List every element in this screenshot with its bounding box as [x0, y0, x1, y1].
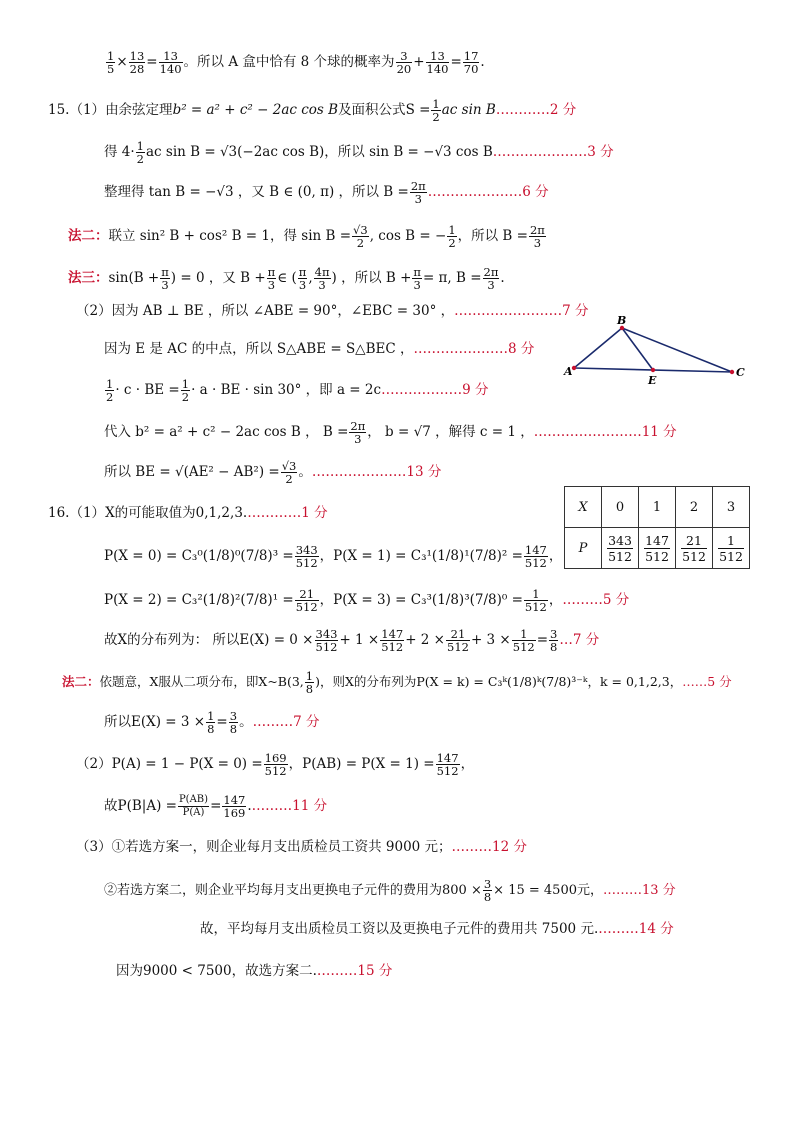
fraction: $\frac{P(AB)}{P(A)}$ [178, 794, 209, 818]
label-C: C [736, 366, 745, 379]
table-cell: $\frac{147}{512}$ [639, 528, 676, 569]
q16-part3-line4: 因为9000 < 7500，故选方案二.………15 分 [116, 963, 393, 979]
fraction: $\frac{3}{8}$ [550, 627, 558, 654]
fraction: $\frac{2\pi}{3}$ [410, 179, 426, 206]
score-mark: ………13 分 [602, 883, 676, 898]
table-row [565, 487, 750, 528]
fraction: $\frac{21}{512}$ [295, 587, 318, 614]
fraction: $\frac{13}{28}$ [129, 49, 145, 76]
fraction: $\frac{1}{8}$ [207, 709, 215, 736]
score-mark: ………7 分 [252, 714, 320, 730]
score-mark: ………12 分 [451, 839, 528, 855]
point-E [651, 368, 655, 372]
score-mark: …………1 分 [247, 505, 328, 521]
fraction: $\frac{147}{512}$ [381, 627, 404, 654]
q16-part3-line2: ②若选方案二，则企业平均每月支出更换电子元件的费用为800 × $\frac{3}{8}$ × 15 = 4500元，………13 分 [104, 877, 676, 904]
fraction: $\frac{169}{512}$ [264, 751, 287, 778]
fraction: $\frac{1}{2}$ [181, 377, 190, 404]
fraction: $\frac{1}{2}$ [106, 377, 114, 404]
fraction: $\frac{21}{512}$ [447, 627, 469, 654]
q16-method2-line1: 法二：依题意，X服从二项分布，即X~B(3, $\frac{1}{8}$ )，则X的分布列为P(X = k) = C₃ᵏ(1/8)ᵏ(7/8)³⁻ᵏ，k = 0,1,2,3，……5 分 [62, 669, 732, 696]
table-header-cell: 2 [676, 487, 713, 528]
fraction: $\frac{2\pi}{3}$ [350, 419, 366, 446]
score-mark: ………5 分 [562, 592, 630, 608]
q15-method3: 法三：sin(B + $\frac{\pi}{3}$ ) = 0 ，又 B + $\frac{\pi}{3}$ ∈ ( $\frac{\pi}{3}$ , $\frac{4\pi}{3}$ ) ，所以 B + $\frac{\pi}{3}$ = π, B = $\frac{2\pi}{3}$ . [68, 265, 505, 292]
fraction: $\frac{√3}{2}$ [281, 459, 297, 486]
fraction: $\frac{343}{512}$ [295, 543, 318, 570]
q16-line4: 故X的分布列为： 所以E(X) = 0 × $\frac{343}{512}$ + 1 × $\frac{147}{512}$ + 2 × $\frac{21}{512}$ + 3 × $\frac{1}{512}$ = $\frac{3}{8}$ …7 分 [104, 627, 600, 654]
fraction: $\frac{2\pi}{3}$ [483, 265, 499, 292]
score-mark: ……5 分 [682, 674, 732, 689]
score-mark: ……………………11 分 [533, 424, 677, 440]
fraction: $\frac{2\pi}{3}$ [529, 223, 545, 250]
q15-part2-line1: （2）因为 AB ⊥ BE ，所以 ∠ABE = 90°，∠EBC = 30° ，……………………7 分 [76, 303, 589, 319]
q16-part3-line3: 故，平均每月支出质检员工资以及更换电子元件的费用共 7500 元.………14 分 [200, 921, 674, 937]
q15-line2: 得 4· $\frac{1}{2}$ ac sin B = √3(−2ac cos B)，所以 sin B = −√3 cos B…………………3 分 [104, 139, 614, 166]
label-B: B [617, 314, 627, 327]
q15-line3: 整理得 tan B = −√3 ，又 B ∈ (0, π) ，所以 B = $\frac{2\pi}{3}$ …………………6 分 [104, 179, 549, 206]
score-mark: …………………3 分 [492, 144, 614, 160]
q15-part2-line5: 所以 BE = √(AE² − AB²) = $\frac{√3}{2}$ 。…………………13 分 [104, 459, 442, 486]
fraction: $\frac{1}{2}$ [448, 223, 456, 250]
q16-line1: 16.（1）X的可能取值为0,1,2,3.…………1 分 [48, 505, 328, 521]
table-header-cell: 1 [639, 487, 676, 528]
q15-line1: 15.（1）由余弦定理b² = a² + c² − 2ac cos B及面积公式S = $\frac{1}{2}$ ac sin B…………2 分 [48, 97, 577, 124]
table-cell: $\frac{21}{512}$ [676, 528, 713, 569]
score-mark: …………………13 分 [311, 464, 442, 480]
q16-line2: P(X = 0) = C₃⁰(1/8)⁰(7/8)³ = $\frac{343}{512}$ ，P(X = 1) = C₃¹(1/8)¹(7/8)² = $\frac{147}{512}$ ， [104, 543, 563, 570]
fraction: $\frac{1}{512}$ [512, 627, 535, 654]
triangle-figure [560, 312, 760, 392]
edge-AB [574, 328, 622, 368]
fraction: $\frac{1}{5}$ [107, 49, 115, 76]
table-row-label: P [565, 528, 602, 569]
q15-method2: 法二：联立 sin² B + cos² B = 1，得 sin B = $\frac{√3}{2}$ , cos B = − $\frac{1}{2}$ ，所以 B = $\frac{2\pi}{3}$ [68, 223, 545, 250]
q16-method2-line2: 所以E(X) = 3 × $\frac{1}{8}$ = $\frac{3}{8}$ 。………7 分 [104, 709, 320, 736]
point-C [730, 370, 734, 374]
score-mark: ………14 分 [598, 921, 674, 937]
score-mark: ………15 分 [316, 963, 393, 979]
table-header-cell: X [565, 487, 602, 528]
score-mark: …………2 分 [495, 102, 577, 118]
fraction: $\frac{3}{8}$ [483, 877, 492, 904]
score-mark: ………11 分 [251, 798, 328, 814]
fraction: $\frac{1}{8}$ [305, 669, 314, 696]
fraction: $\frac{147}{169}$ [223, 793, 246, 820]
fraction: $\frac{\pi}{3}$ [161, 265, 169, 292]
fraction: $\frac{1}{512}$ [524, 587, 547, 614]
q16-part2-line1: （2）P(A) = 1 − P(X = 0) = $\frac{169}{512}$ ，P(AB) = P(X = 1) = $\frac{147}{512}$ ， [76, 751, 475, 778]
fraction: $\frac{13}{140}$ [426, 49, 449, 76]
score-mark: …………………8 分 [413, 341, 535, 357]
fraction: $\frac{17}{70}$ [463, 49, 479, 76]
q16-line3: P(X = 2) = C₃²(1/8)²(7/8)¹ = $\frac{21}{512}$ ，P(X = 3) = C₃³(1/8)³(7/8)⁰ = $\frac{1}{512}$ ，………5 分 [104, 587, 630, 614]
fraction: $\frac{343}{512}$ [315, 627, 338, 654]
label-A: A [564, 365, 573, 378]
fraction: $\frac{147}{512}$ [436, 751, 459, 778]
fraction: $\frac{147}{512}$ [524, 543, 547, 570]
score-mark: ……………………7 分 [454, 303, 589, 319]
fraction: $\frac{\pi}{3}$ [267, 265, 276, 292]
fraction: $\frac{\pi}{3}$ [413, 265, 421, 292]
fraction: $\frac{\pi}{3}$ [298, 265, 307, 292]
fraction: $\frac{4\pi}{3}$ [314, 265, 330, 292]
table-header-cell: 3 [713, 487, 750, 528]
fraction: $\frac{1}{2}$ [136, 139, 144, 166]
label-E: E [648, 374, 657, 387]
q15-part2-line2: 因为 E 是 AC 的中点，所以 S△ABE = S△BEC ，…………………8 分 [104, 341, 535, 357]
score-mark: …7 分 [559, 632, 600, 648]
q16-part2-line2: 故P(B|A) = $\frac{P(AB)}{P(A)}$ = $\frac{147}{169}$ .………11 分 [104, 793, 328, 820]
top-line: $\frac{1}{5}$ × $\frac{13}{28}$ = $\frac{13}{140}$ 。所以 A 盒中恰有 8 个球的概率为 $\frac{3}{20}$ + $\frac{13}{140}$ = $\frac{17}{70}$ . [107, 49, 485, 76]
fraction: $\frac{1}{2}$ [432, 97, 440, 124]
q15-part2-line3: $\frac{1}{2}$ · c · BE = $\frac{1}{2}$ · a · BE · sin 30° ，即 a = 2c………………9 分 [106, 377, 489, 404]
q15-part2-line4: 代入 b² = a² + c² − 2ac cos B ， B = $\frac{2\pi}{3}$ ， b = √7 ，解得 c = 1 ，……………………11 分 [104, 419, 677, 446]
fraction: $\frac{√3}{2}$ [353, 223, 368, 250]
table-cell: $\frac{343}{512}$ [602, 528, 639, 569]
score-mark: ………………9 分 [381, 382, 489, 398]
table-cell: $\frac{1}{512}$ [713, 528, 750, 569]
fraction: $\frac{13}{140}$ [159, 49, 182, 76]
score-mark: …………………6 分 [427, 184, 549, 200]
table-header-cell: 0 [602, 487, 639, 528]
fraction: $\frac{3}{20}$ [396, 49, 412, 76]
distribution-table [564, 486, 750, 569]
table-row [565, 528, 750, 569]
fraction: $\frac{3}{8}$ [229, 709, 238, 736]
q16-part3-line1: （3）①若选方案一，则企业每月支出质检员工资共 9000 元；………12 分 [76, 839, 528, 855]
